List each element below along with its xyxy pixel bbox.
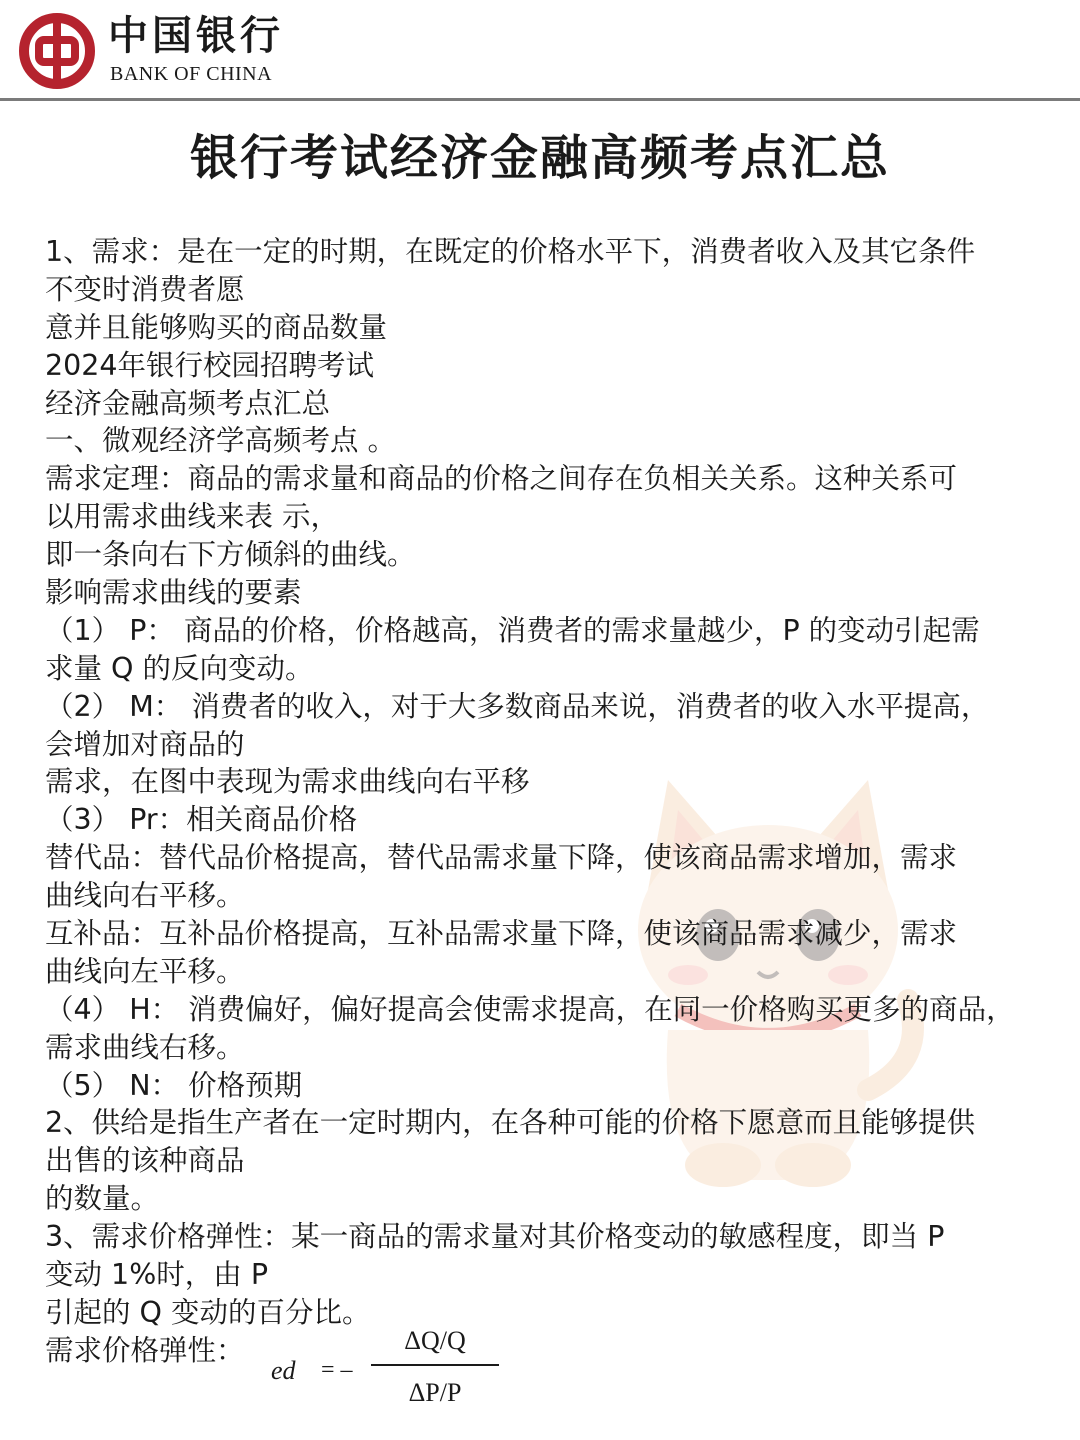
formula-row (45, 1325, 1055, 1408)
fraction-bar (371, 1364, 499, 1366)
text-line: 意并且能够购买的商品数量 (45, 310, 388, 344)
logo-english-name: BANK OF CHINA (110, 63, 273, 85)
text-line: 曲线向右平移。 (45, 879, 245, 913)
text-line: （5） N： 价格预期 (45, 1068, 303, 1102)
text-line: 需求定理：商品的需求量和商品的价格之间存在负相关关系。这种关系可 (45, 462, 958, 496)
text-line: 2、供给是指生产者在一定时期内，在各种可能的价格下愿意而且能够提供 (45, 1106, 976, 1140)
text-line: 2024年银行校园招聘考试 (45, 348, 375, 382)
text-line: 需求，在图中表现为需求曲线向右平移 (45, 765, 530, 799)
text-line: 1、需求：是在一定的时期，在既定的价格水平下，消费者收入及其它条件 (45, 235, 976, 268)
text-line: 以用需求曲线来表 示， (45, 500, 340, 534)
body-content (45, 233, 1055, 1408)
text-line: 3、需求价格弹性：某一商品的需求量对其价格变动的敏感程度，即当 P (45, 1220, 945, 1254)
text-line: 曲线向左平移。 (45, 954, 245, 988)
text-line: 出售的该种商品 (45, 1144, 245, 1178)
text-line: 经济金融高频考点汇总 (45, 386, 331, 420)
text-line: 替代品：替代品价格提高，替代品需求量下降，使该商品需求增加，需求 (45, 841, 958, 875)
text-line: 变动 1%时，由 P (45, 1258, 269, 1292)
text-line: 会增加对商品的 (45, 727, 245, 761)
section-heading: 一、微观经济学高频考点 。 (45, 424, 397, 458)
text-line: 需求曲线右移。 (45, 1030, 245, 1064)
text-line: （3） Pr：相关商品价格 (45, 803, 358, 837)
text-line: 不变时消费者愿 (45, 272, 245, 306)
formula-lhs: ed (271, 1355, 296, 1385)
text-line: 引起的 Q 变动的百分比。 (45, 1295, 371, 1329)
formula-label: 需求价格弹性： (45, 1333, 245, 1367)
text-line: （2） M： 消费者的收入，对于大多数商品来说，消费者的收入水平提高， (45, 689, 990, 723)
header-divider (0, 98, 1080, 101)
formula-numerator: ΔQ/Q (404, 1325, 466, 1355)
text-line: 的数量。 (45, 1182, 160, 1216)
header (0, 0, 1080, 100)
bank-of-china-logo-icon (18, 12, 96, 90)
text-line: 互补品：互补品价格提高，互补品需求量下降，使该商品需求减少，需求 (45, 917, 958, 951)
page-title: 银行考试经济金融高频考点汇总 (189, 130, 890, 186)
formula-denominator: ΔP/P (408, 1377, 462, 1407)
formula-equals: = – (321, 1356, 353, 1383)
elasticity-formula (271, 1322, 511, 1408)
text-line: （1） P： 商品的价格，价格越高，消费者的需求量越少，P 的变动引起需 (45, 613, 980, 647)
text-line: 即一条向右下方倾斜的曲线。 (45, 538, 416, 572)
logo-chinese-name: 中国银行 (108, 12, 284, 59)
text-line: （4） H： 消费偏好，偏好提高会使需求提高，在同一价格购买更多的商品， (45, 992, 1015, 1026)
text-line: 求量 Q 的反向变动。 (45, 651, 314, 685)
text-line: 影响需求曲线的要素 (45, 576, 302, 610)
